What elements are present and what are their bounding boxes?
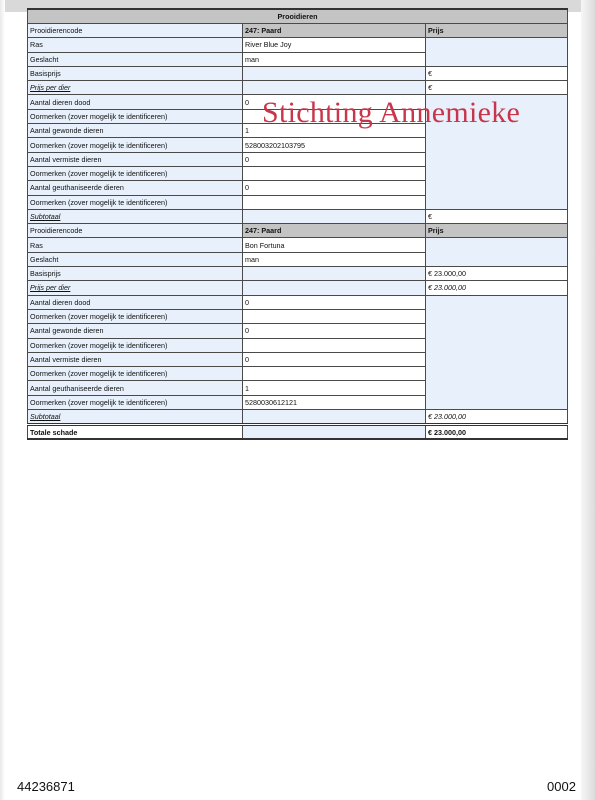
animal-2-price-header: Prijs — [426, 224, 568, 238]
animal-1-ear-value-2: 528003202103795 — [243, 138, 426, 152]
animal-1-euthanized-label: Aantal geuthaniseerde dieren — [28, 181, 243, 195]
animal-2-breed-value: Bon Fortuna — [243, 238, 426, 252]
animal-1-ear-value-4 — [243, 195, 426, 209]
animal-2-ear-value-3 — [243, 367, 426, 381]
animal-2-subtotal-value: € 23.000,00 — [426, 410, 568, 425]
animal-1-code-row — [28, 24, 568, 38]
animal-1-base-price-value: € — [426, 66, 568, 80]
animal-2-dead-row — [28, 295, 568, 309]
total-damage-blank — [243, 425, 426, 440]
animal-2-price-per-animal-label: Prijs per dier — [28, 281, 243, 295]
animal-2-ear-value-2 — [243, 338, 426, 352]
animal-2-subtotal-blank — [243, 410, 426, 425]
animal-1-price-per-animal-row — [28, 81, 568, 95]
animal-2-base-price-label: Basisprijs — [28, 267, 243, 281]
animal-1-code-value: 247: Paard — [243, 24, 426, 38]
animal-1-subtotal-value: € — [426, 209, 568, 223]
animal-2-ear-label-1: Oormerken (zover mogelijk te identificeren) — [28, 309, 243, 323]
animal-2-ear-label-2: Oormerken (zover mogelijk te identificeren) — [28, 338, 243, 352]
animal-1-price-per-animal-value: € — [426, 81, 568, 95]
animal-1-injured-label: Aantal gewonde dieren — [28, 124, 243, 138]
animal-2-dead-value: 0 — [243, 295, 426, 309]
animal-1-price-blank-a — [426, 38, 568, 67]
animal-1-breed-value: River Blue Joy — [243, 38, 426, 52]
total-damage-label: Totale schade — [28, 425, 243, 440]
animal-2-base-price-value: € 23.000,00 — [426, 267, 568, 281]
animal-2-dead-label: Aantal dieren dood — [28, 295, 243, 309]
animal-1-base-price-blank — [243, 66, 426, 80]
watermark-stamp: Stichting Annemieke — [262, 96, 521, 129]
animal-2-ear-value-1 — [243, 309, 426, 323]
right-page-edge — [581, 0, 595, 800]
animal-2-sex-value: man — [243, 252, 426, 266]
animal-2-ear-value-4: 5280030612121 — [243, 395, 426, 409]
footer-document-number: 44236871 — [17, 779, 75, 794]
animal-1-price-header: Prijs — [426, 24, 568, 38]
animal-2-price-blank-b — [426, 295, 568, 409]
animal-2-breed-label: Ras — [28, 238, 243, 252]
animal-1-injured-value: 1 — [243, 124, 426, 138]
animal-1-subtotal-row — [28, 209, 568, 223]
animal-1-ear-label-3: Oormerken (zover mogelijk te identificeren) — [28, 166, 243, 180]
animal-1-missing-value: 0 — [243, 152, 426, 166]
animal-2-base-price-row — [28, 267, 568, 281]
animal-2-subtotal-label: Subtotaal — [28, 410, 243, 425]
animal-2-subtotal-row — [28, 410, 568, 425]
prey-animals-form — [27, 8, 567, 440]
animal-2-price-per-animal-value: € 23.000,00 — [426, 281, 568, 295]
animal-1-missing-label: Aantal vermiste dieren — [28, 152, 243, 166]
animal-2-price-blank-a — [426, 238, 568, 267]
animal-1-base-price-row — [28, 66, 568, 80]
section-title-row — [28, 9, 568, 24]
animal-1-dead-label: Aantal dieren dood — [28, 95, 243, 109]
animal-2-injured-value: 0 — [243, 324, 426, 338]
animal-1-price-per-animal-blank — [243, 81, 426, 95]
animal-1-euthanized-value: 0 — [243, 181, 426, 195]
animal-1-subtotal-blank — [243, 209, 426, 223]
total-damage-value: € 23.000,00 — [426, 425, 568, 440]
animal-2-ear-label-4: Oormerken (zover mogelijk te identificeren) — [28, 395, 243, 409]
animal-1-breed-row — [28, 38, 568, 52]
animal-1-dead-value: 0 — [243, 95, 426, 109]
animal-2-missing-value: 0 — [243, 352, 426, 366]
animal-2-price-per-animal-row — [28, 281, 568, 295]
animal-1-price-per-animal-label: Prijs per dier — [28, 81, 243, 95]
animal-2-ear-label-3: Oormerken (zover mogelijk te identificeren) — [28, 367, 243, 381]
footer-page-number: 0002 — [547, 779, 576, 794]
animal-2-code-value: 247: Paard — [243, 224, 426, 238]
animal-2-base-price-blank — [243, 267, 426, 281]
animal-2-euthanized-value: 1 — [243, 381, 426, 395]
section-title: Prooidieren — [28, 9, 568, 24]
animal-2-sex-label: Geslacht — [28, 252, 243, 266]
total-damage-row — [28, 425, 568, 440]
animal-2-price-per-animal-blank — [243, 281, 426, 295]
animal-1-ear-label-2: Oormerken (zover mogelijk te identificeren) — [28, 138, 243, 152]
animal-1-breed-label: Ras — [28, 38, 243, 52]
animal-1-sex-label: Geslacht — [28, 52, 243, 66]
prey-animals-table — [27, 8, 568, 440]
animal-1-sex-value: man — [243, 52, 426, 66]
animal-2-missing-label: Aantal vermiste dieren — [28, 352, 243, 366]
animal-1-base-price-label: Basisprijs — [28, 66, 243, 80]
animal-2-injured-label: Aantal gewonde dieren — [28, 324, 243, 338]
animal-1-ear-value-3 — [243, 166, 426, 180]
animal-1-code-label: Prooidierencode — [28, 24, 243, 38]
animal-1-ear-label-1: Oormerken (zover mogelijk te identificeren) — [28, 109, 243, 123]
animal-2-code-label: Prooidierencode — [28, 224, 243, 238]
left-page-edge — [0, 0, 5, 800]
animal-2-code-row — [28, 224, 568, 238]
animal-1-ear-label-4: Oormerken (zover mogelijk te identificeren) — [28, 195, 243, 209]
animal-2-breed-row — [28, 238, 568, 252]
animal-2-euthanized-label: Aantal geuthaniseerde dieren — [28, 381, 243, 395]
animal-1-subtotal-label: Subtotaal — [28, 209, 243, 223]
